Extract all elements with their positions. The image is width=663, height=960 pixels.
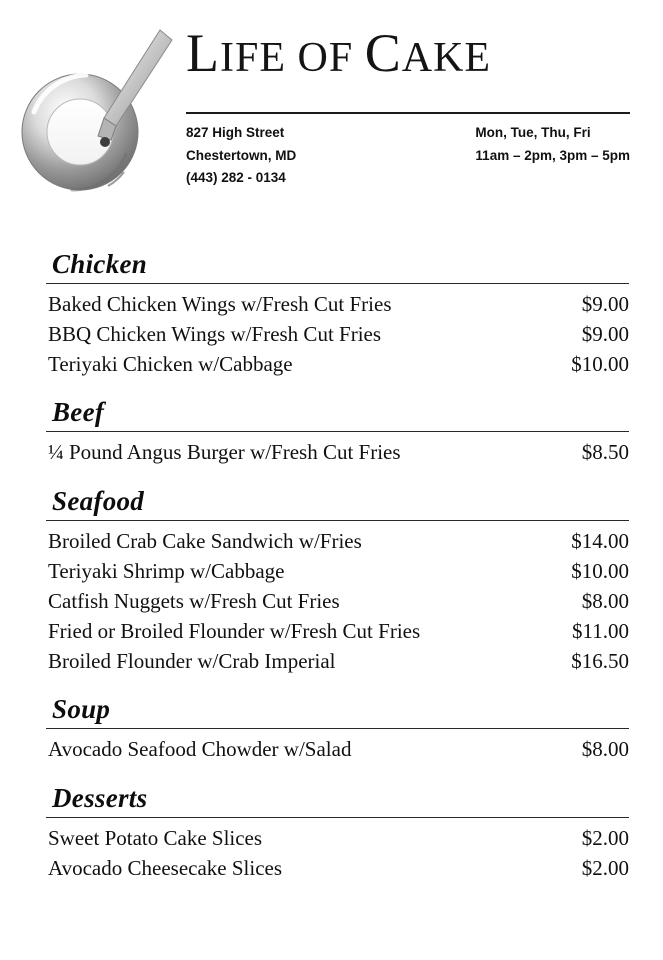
menu-item-name: Avocado Seafood Chowder w/Salad [48, 737, 352, 762]
menu-item-name: Catfish Nuggets w/Fresh Cut Fries [48, 588, 340, 613]
hours-times: 11am – 2pm, 3pm – 5pm [475, 147, 630, 163]
menu-item-name: BBQ Chicken Wings w/Fresh Cut Fries [48, 321, 382, 346]
hours-days: Mon, Tue, Thu, Fri [475, 125, 591, 140]
menu-item-price: $8.00 [581, 588, 629, 613]
section-title: Beef [52, 397, 105, 428]
menu-item-price: $8.50 [581, 440, 629, 465]
menu-item-name: Avocado Cheesecake Slices [48, 855, 283, 880]
address-block [186, 122, 296, 190]
menu-item [46, 557, 629, 587]
menu-item-price: $8.00 [581, 737, 629, 762]
menu-item-price: $10.00 [571, 351, 629, 376]
menu-item-price: $2.00 [581, 826, 629, 851]
hours-block [457, 122, 630, 190]
address-city-state: Chestertown, MD [186, 147, 297, 163]
address-street: 827 High Street [186, 125, 285, 140]
header-divider [186, 112, 630, 114]
cake-knife-circle-logo [12, 14, 182, 214]
section-title: Chicken [52, 249, 148, 279]
menu-item [46, 587, 629, 617]
section-title: Seafood [52, 486, 145, 517]
menu-section-beef [46, 397, 629, 468]
menu-item [46, 320, 629, 350]
menu-item-name: Broiled Crab Cake Sandwich w/Fries [48, 529, 362, 554]
header-info [186, 122, 630, 190]
menu-item [46, 438, 629, 468]
menu-item-price: $14.00 [571, 529, 629, 554]
menu-item-price: $9.00 [581, 292, 629, 316]
menu-item-price: $10.00 [571, 559, 629, 584]
section-divider [46, 817, 629, 818]
section-divider [46, 283, 629, 284]
menu-item-price: $11.00 [572, 618, 629, 643]
menu-section-seafood [46, 486, 629, 676]
menu-header [0, 0, 663, 225]
menu-section-soup [46, 694, 629, 765]
menu-section-desserts [46, 783, 629, 884]
menu-item [46, 617, 629, 647]
menu-item [46, 527, 629, 557]
menu-item-name: Teriyaki Shrimp w/Cabbage [48, 559, 285, 584]
menu-item-price: $16.50 [571, 648, 629, 673]
section-title: Soup [52, 694, 111, 725]
phone-number: (443) 282 - 0134 [186, 170, 286, 186]
menu-item [46, 350, 629, 380]
menu-item [46, 824, 629, 854]
menu-item-name: Broiled Flounder w/Crab Imperial [48, 648, 336, 673]
menu-item [46, 290, 629, 320]
section-divider [46, 520, 629, 521]
menu-item-price: $9.00 [581, 321, 629, 346]
brand-title-part-2: IFE [220, 35, 286, 81]
brand-title-part-5: AKE [401, 35, 492, 81]
section-title: Desserts [52, 783, 148, 814]
menu-section-chicken [46, 249, 629, 379]
menu-item [46, 647, 629, 677]
section-divider [46, 431, 629, 432]
menu-item [46, 854, 629, 884]
brand-title [186, 23, 492, 83]
menu-item-name: ¼ Pound Angus Burger w/Fresh Cut Fries [48, 440, 401, 465]
section-divider [46, 728, 629, 729]
brand-title-part-1: L [186, 23, 220, 83]
menu-item-name: Baked Chicken Wings w/Fresh Cut Fries [48, 292, 392, 316]
menu-item-price: $2.00 [581, 855, 629, 880]
menu-item-name: Sweet Potato Cake Slices [48, 826, 263, 851]
menu-body [0, 249, 663, 884]
brand-title-part-3: OF [286, 35, 365, 81]
menu-item [46, 735, 629, 765]
brand-title-part-4: C [364, 23, 402, 83]
menu-item-name: Fried or Broiled Flounder w/Fresh Cut Fries [48, 618, 421, 643]
menu-item-name: Teriyaki Chicken w/Cabbage [48, 351, 293, 376]
